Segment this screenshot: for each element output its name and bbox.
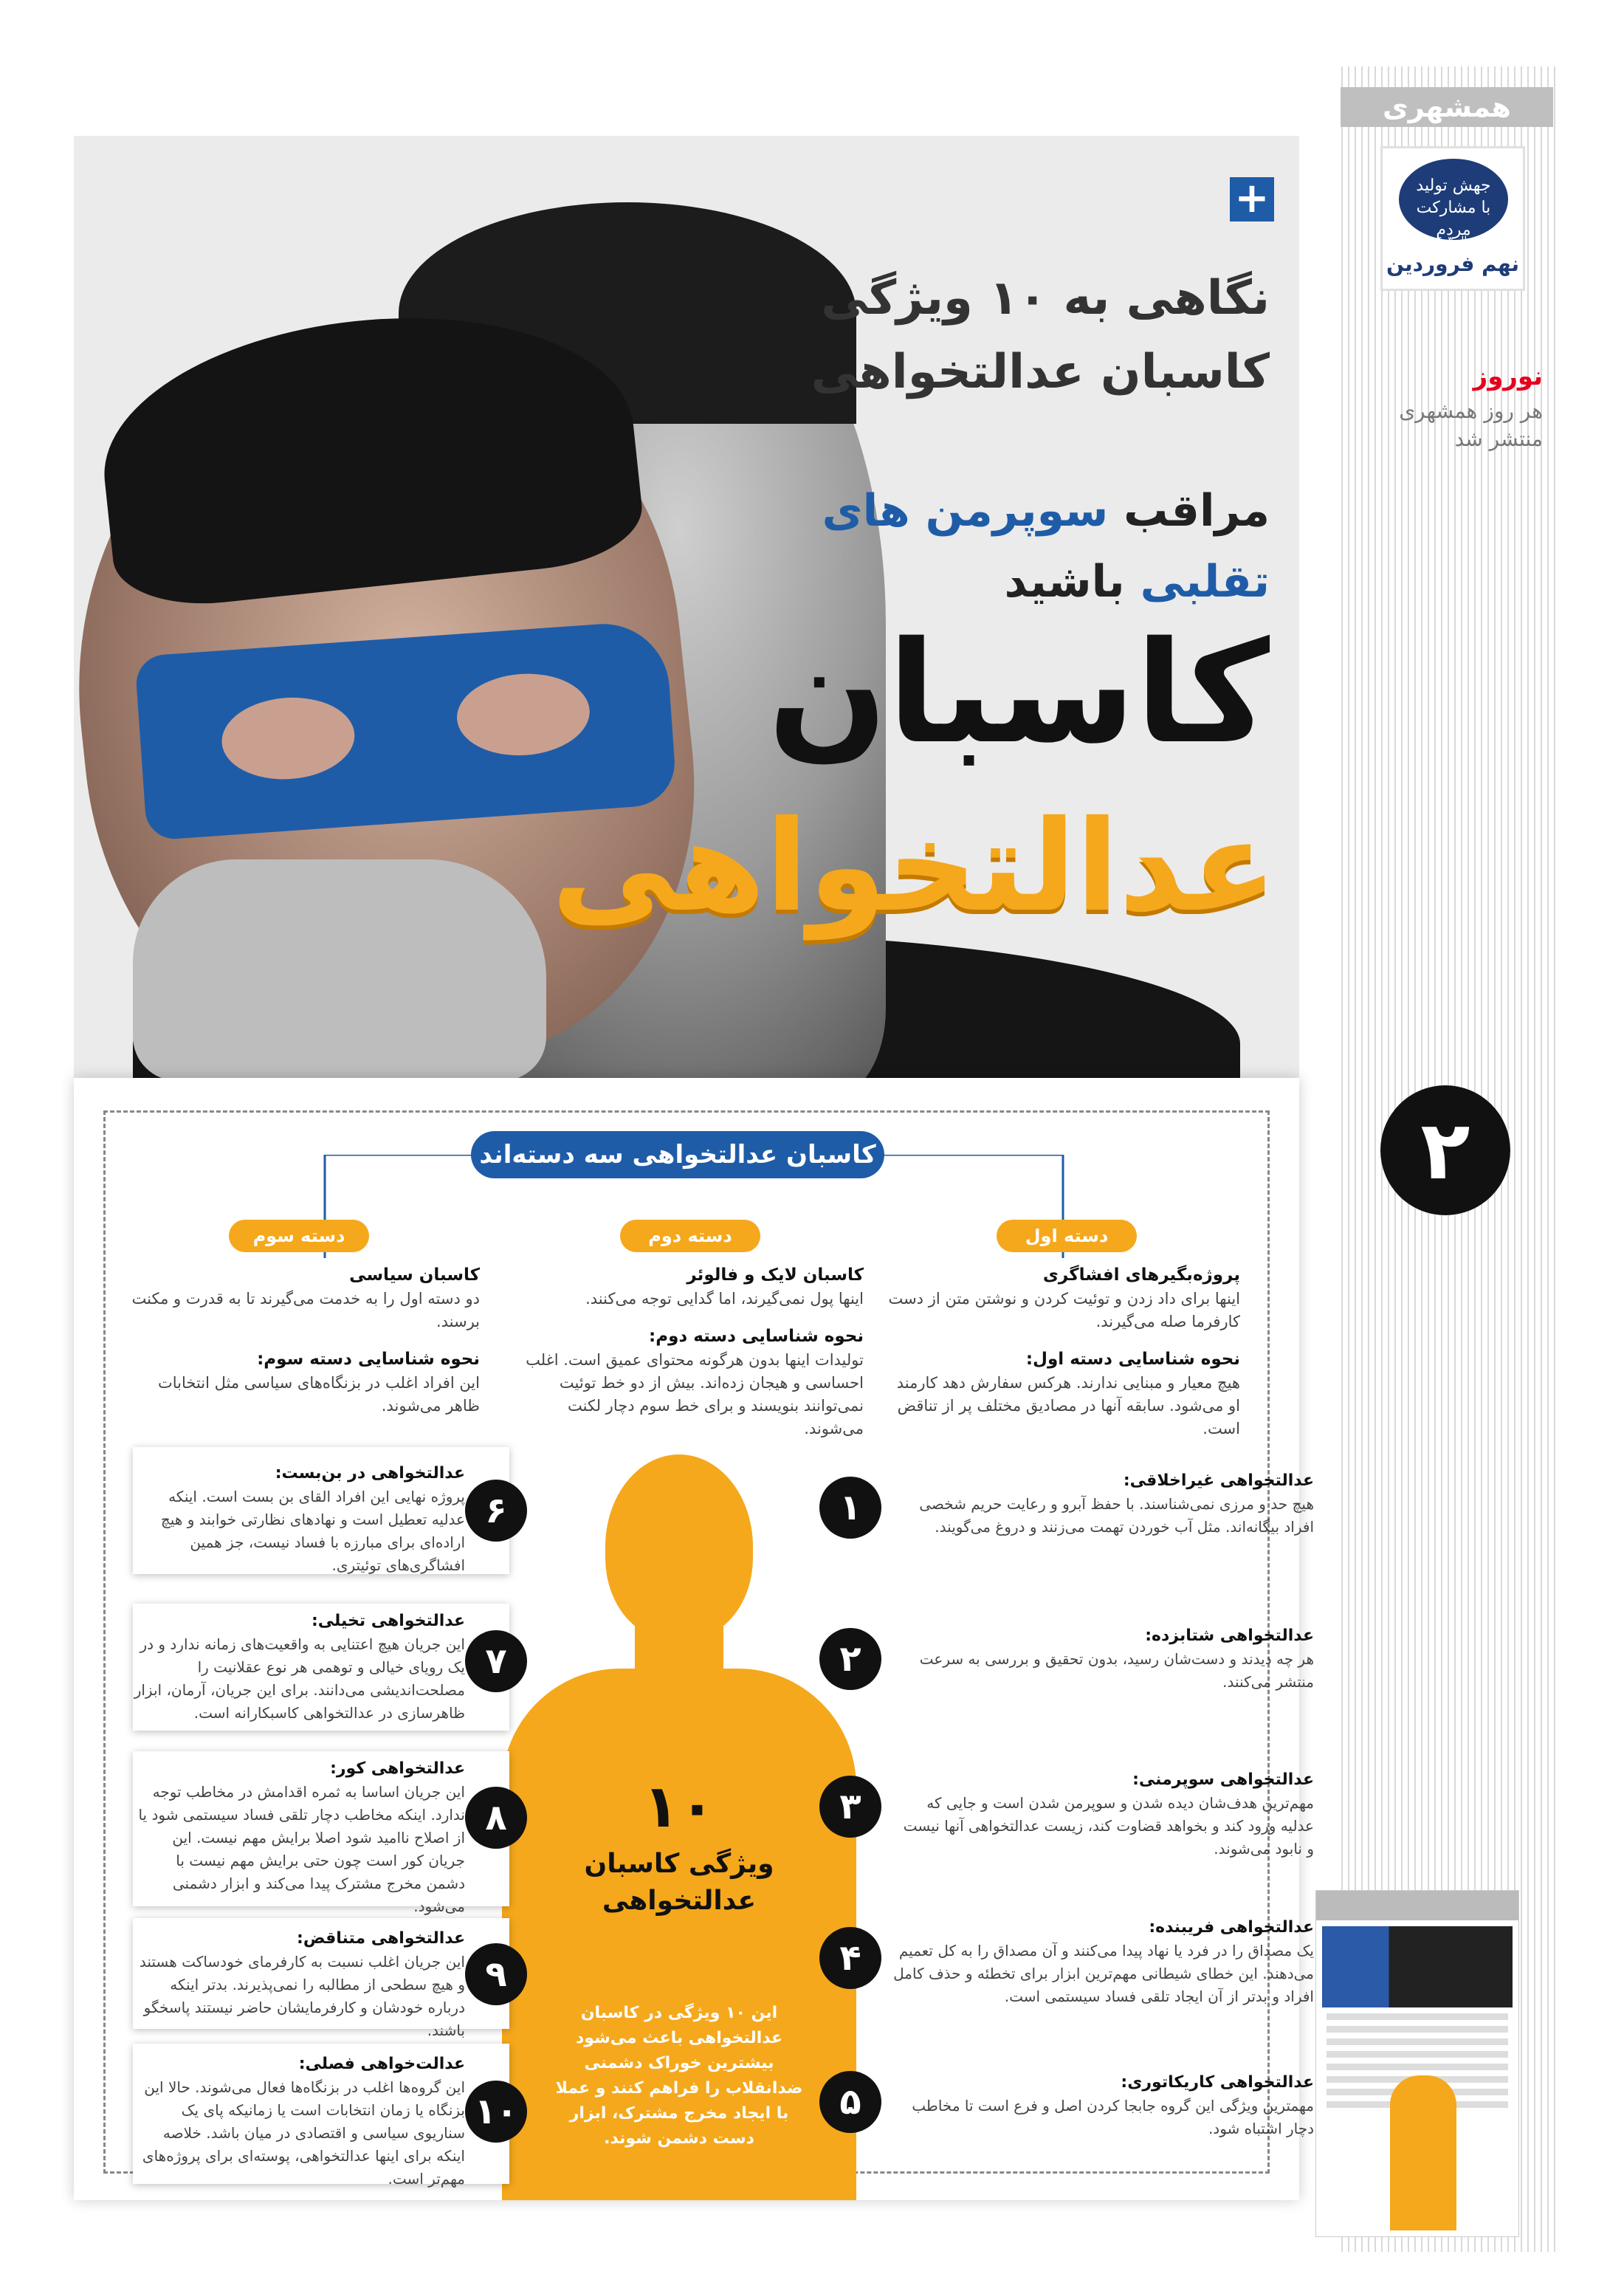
feature-2-title: عدالتخواهی شتابزده: bbox=[1145, 1627, 1314, 1645]
page-number: ۲ bbox=[1380, 1085, 1510, 1215]
category-2-desc: اینها پول نمی‌گیرند، اما گدایی توجه می‌کنند. bbox=[585, 1290, 864, 1308]
feature-3-title: عدالتخواهی سوپرمنی: bbox=[1132, 1770, 1314, 1789]
center-number: ۱۰ bbox=[643, 1772, 715, 1841]
category-1-desc: اینها برای داد زدن و توئیت کردن و نوشتن متن از دست کارفرما صله می‌گیرند. bbox=[888, 1290, 1240, 1330]
category-pill-3: دسته سوم bbox=[229, 1220, 369, 1252]
center-title: ویژگی کاسبان عدالتخواهی bbox=[584, 1849, 774, 1916]
headline-word-d: باشید bbox=[1004, 556, 1125, 608]
feature-10-text: این گروه‌ها اغلب در بزنگاه‌ها فعال می‌شوند. حالا این بزنگاه یا زمان انتخابات است یا زمانیکه پای یک سناریوی سیاسی و اقتصادی در میان باشد. خلاصه اینکه برای اینها عدالتخواهی، پوسته‌ای برای پروژه‌های مهم‌تر است. bbox=[142, 2078, 465, 2188]
feature-number-9: ۹ bbox=[465, 1943, 527, 2005]
feature-7 bbox=[133, 1610, 465, 1725]
feature-5-text: مهمترین ویژگی این گروه جابجا کردن اصل و فرع است تا مخاطب دچار اشتباه شود. bbox=[912, 2097, 1314, 2137]
hero-headline bbox=[709, 475, 1270, 617]
category-2-name: کاسبان لایک و فالوئر bbox=[687, 1265, 864, 1285]
category-3-desc: دو دسته اول را به خدمت می‌گیرند تا به قدرت و مکنت برسند. bbox=[131, 1290, 480, 1330]
category-pill-1: دسته اول bbox=[997, 1220, 1137, 1252]
plus-icon: + bbox=[1230, 177, 1274, 221]
feature-number-3: ۳ bbox=[819, 1776, 881, 1838]
feature-7-text: این جریان هیچ اعتنایی به واقعیت‌های زمانه ندارد و در یک رویای خیالی و توهمی هر نوع عقلانیت را مصلحت‌اندیشی می‌دانند. برای این جریان، آرمان، ابزار ظاهرسازی در عدالتخواهی کاسبکارانه است. bbox=[134, 1635, 465, 1722]
feature-5-title: عدالتخواهی کاریکاتوری: bbox=[1121, 2073, 1314, 2092]
categories-title: کاسبان عدالتخواهی سه دسته‌اند bbox=[471, 1131, 884, 1178]
feature-10-title: عدالت‌خواهی فصلی: bbox=[298, 2055, 465, 2073]
feature-4-text: یک مصداق را در فرد یا نهاد پیدا می‌کنند و آن مصداق را به کل تعمیم می‌دهند. این خطای شیطانی مهم‌ترین ابزار برای تخطئه و حذف کامل افراد و بدتر از آن ایجاد تلقی فساد سیستمی است. bbox=[893, 1942, 1314, 2005]
feature-number-7: ۷ bbox=[465, 1630, 527, 1692]
hero-photo-hand bbox=[133, 859, 546, 1081]
badge-year: سال ۱۴۰۳ bbox=[1431, 235, 1476, 247]
feature-number-4: ۴ bbox=[819, 1927, 881, 1989]
feature-number-1: ۱ bbox=[819, 1477, 881, 1539]
hero-kicker bbox=[709, 261, 1270, 409]
brand-logo[interactable]: همشهری bbox=[1341, 87, 1553, 127]
category-2-how-text: تولیدات اینها بدون هرگونه محتوای عمیق است. اغلب احساسی و هیجان زده‌اند. بیش از دو خط توئیت نمی‌توانند بنویسند و برای خط سوم دچار لکنت می‌شوند. bbox=[526, 1351, 864, 1437]
feature-5 bbox=[893, 2071, 1314, 2140]
category-1-how-title: نحوه شناسایی دسته اول: bbox=[1025, 1350, 1240, 1369]
center-desc: این ۱۰ ویژگی در کاسبان عدالتخواهی باعث می‌شود بیشترین خوراک دشمنی ضدانقلاب را فراهم کنند و عملا با ایجاد مخرج مشترک، ابزار دست دشمن شوند. bbox=[555, 2004, 803, 2148]
feature-3-text: مهم‌ترین هدف‌شان دیده شدن و سوپرمن شدن است و جایی که عدلیه ورود کند و بخواهد قضاوت کند، زیست عدالتخواهی آنها نیست و نابود می‌شوند. bbox=[903, 1794, 1314, 1858]
feature-8-title: عدالتخواهی کور: bbox=[330, 1759, 465, 1778]
category-1-how-text: هیچ معیار و مبنایی ندارند. هرکس سفارش دهد کارمند او می‌شود. سابقه آنها در مصادیق مختلف پر از تناقض است. bbox=[896, 1374, 1240, 1437]
feature-7-title: عدالتخواهی تخیلی: bbox=[311, 1612, 465, 1630]
feature-number-8: ۸ bbox=[465, 1787, 527, 1849]
feature-9-text: این جریان اغلب نسبت به کارفرمای خودساکت هستند و هیچ سطحی از مطالبه را نمی‌پذیرند. بدتر اینکه درباره خودشان و کارفرمایشان حاضر نیستند پاسخگو باشند. bbox=[139, 1953, 465, 2039]
feature-2-text: هر چه دیدند و دست‌شان رسید، بدون تحقیق و بررسی به سرعت منتشر می‌کنند. bbox=[919, 1650, 1314, 1691]
feature-number-10: ۱۰ bbox=[465, 2081, 527, 2143]
feature-1 bbox=[893, 1469, 1314, 1539]
hero-title-line-2: عدالتخواهی bbox=[551, 794, 1277, 940]
hero-section bbox=[74, 136, 1299, 1088]
issue-date: نهم فروردین bbox=[1386, 252, 1520, 276]
category-3-how-text: این افراد اغلب در بزنگاه‌های سیاسی مثل انتخابات ظاهر می‌شوند. bbox=[157, 1374, 480, 1415]
category-3-name: کاسبان سیاسی bbox=[349, 1265, 480, 1285]
feature-10 bbox=[133, 2053, 465, 2191]
category-1-name: پروژه‌بگیرهای افشاگری bbox=[1042, 1265, 1240, 1285]
feature-8 bbox=[133, 1757, 465, 1918]
badge-line-2: با مشارکت مردم bbox=[1416, 199, 1491, 239]
category-pill-2: دسته دوم bbox=[620, 1220, 760, 1252]
feature-6 bbox=[133, 1462, 465, 1577]
person-silhouette bbox=[502, 1454, 856, 2200]
campaign-badge bbox=[1380, 146, 1525, 291]
nowruz-title: نوروز bbox=[1473, 362, 1543, 391]
feature-6-title: عدالتخواهی در بن‌بست: bbox=[275, 1464, 465, 1483]
headline-word-c: تقلبی bbox=[1140, 556, 1270, 608]
feature-3 bbox=[893, 1768, 1314, 1861]
category-2-how-title: نحوه شناسایی دسته دوم: bbox=[649, 1327, 864, 1346]
feature-9 bbox=[133, 1927, 465, 2042]
infographic-panel bbox=[74, 1078, 1314, 2200]
nowruz-text: هر روز همشهری منتشر شد bbox=[1399, 399, 1543, 451]
campaign-emblem bbox=[1399, 159, 1508, 247]
hero-kicker-line-1: نگاهی به ۱۰ ویژگی bbox=[821, 271, 1270, 326]
badge-line-1: جهش تولید bbox=[1416, 176, 1491, 195]
feature-6-text: پروژه نهایی این افراد القای بن بست است. اینکه عدلیه تعطیل است و نهادهای نظارتی خوابند و هیچ اراده‌ای برای مبارزه با فساد نیست، جز همین افشاگری‌های توئیتری. bbox=[160, 1488, 465, 1574]
category-group-2 bbox=[509, 1263, 864, 1454]
feature-4 bbox=[893, 1916, 1314, 2008]
feature-1-title: عدالتخواهی غیراخلاقی: bbox=[1123, 1471, 1314, 1490]
headline-word-a: مراقب bbox=[1124, 485, 1270, 537]
headline-word-b: سوپرمن های bbox=[822, 485, 1109, 537]
category-3-how-title: نحوه شناسایی دسته سوم: bbox=[257, 1350, 480, 1369]
front-page-thumbnail[interactable] bbox=[1315, 1890, 1519, 2237]
feature-8-text: این جریان اساسا به ثمره اقدامش در مخاطب توجه ندارد. اینکه مخاطب دچار تلقی فساد سیستمی شود یا از اصلاح ناامید شود اصلا برایش مهم نیست. این جریان کور است چون حتی برایش مهم نیست با دشمن مخرج مشترک پیدا می‌کند و ابزار دشمنی می‌شود. bbox=[138, 1783, 465, 1915]
feature-number-6: ۶ bbox=[465, 1480, 527, 1542]
feature-4-title: عدالتخواهی فریبنده: bbox=[1149, 1918, 1314, 1937]
sidebar bbox=[1336, 66, 1558, 2252]
category-group-1 bbox=[886, 1263, 1240, 1454]
feature-9-title: عدالتخواهی متناقض: bbox=[297, 1929, 465, 1948]
category-group-3 bbox=[125, 1263, 480, 1431]
feature-number-2: ۲ bbox=[819, 1628, 881, 1690]
hero-kicker-line-2: کاسبان عدالتخواهی bbox=[811, 345, 1270, 399]
hero-title-line-1: کاسبان bbox=[768, 611, 1270, 774]
feature-1-text: هیچ حد و مرزی نمی‌شناسند. با حفظ آبرو و رعایت حریم شخصی افراد بیگانه‌اند. مثل آب خوردن تهمت می‌زنند و دروغ می‌گویند. bbox=[919, 1495, 1314, 1536]
feature-number-5: ۵ bbox=[819, 2071, 881, 2133]
feature-2 bbox=[893, 1624, 1314, 1694]
